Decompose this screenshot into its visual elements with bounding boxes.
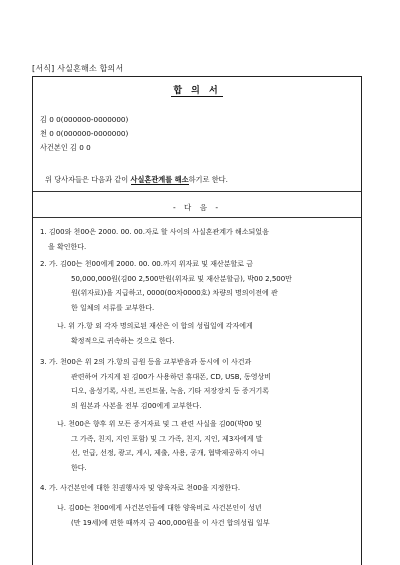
clause-3b xyxy=(57,417,264,475)
clause-line: 한다. xyxy=(71,463,87,472)
clause-line: 의 원본과 사본을 전부 김00에게 교부한다. xyxy=(71,401,202,410)
clause-1 xyxy=(40,225,269,254)
clause-line: (만 19세)에 편한 때까지 금 400,000원을 이 사건 합의성립 일부 xyxy=(71,518,270,527)
clause-line: 확정적으로 귀속하는 것으로 한다. xyxy=(71,336,175,345)
party-kim: 김 0 0(000000-0000000) xyxy=(40,115,129,124)
intro-emphasis: 사실혼관계를 해소 xyxy=(130,175,189,184)
clause-4b xyxy=(57,501,270,530)
clause-line: 을 확인한다. xyxy=(48,242,87,251)
clause-2b xyxy=(57,319,253,348)
clause-line: 디오, 음성기록, 사진, 프린트물, 녹음, 기타 저장장치 등 증거기록 xyxy=(71,387,269,395)
clause-line: 나. 천00은 향후 위 모든 증거자료 및 그 관련 사실을 김00(박00 및 xyxy=(57,420,262,428)
clause-line: 2. 가. 김00는 천00에게 2000. 00. 00.까지 위자료 및 재산분할로 금 xyxy=(40,260,253,268)
clause-line: 3. 가. 천00은 위 2의 가.항의 금원 등을 교부받음과 동시에 이 사건과 xyxy=(40,358,252,366)
section-head: - 다 음 - xyxy=(172,203,222,212)
party-case-person: 사건본인 김 0 0 xyxy=(40,143,91,152)
clause-line: 나. 김00는 천00에게 사건본인들에 대한 양육비로 사건본인이 성년 xyxy=(57,504,262,512)
clause-line: 4. 가. 사건본인에 대한 친권행사자 및 양육자로 천00을 지정한다. xyxy=(40,484,241,492)
party-cheon: 천 0 0(000000-0000000) xyxy=(40,129,129,138)
clause-3a xyxy=(40,355,271,413)
clause-line: 그 가족, 친지, 지인 포함) 및 그 가족, 친지, 지인, 제3자에게 말 xyxy=(71,434,263,443)
divider-bottom xyxy=(33,217,361,218)
clause-4a xyxy=(40,481,240,496)
document-title xyxy=(33,83,361,96)
clause-line: 원(위자료))을 지급하고, 0000(00차0000호) 차량의 명의이전에 관 xyxy=(71,289,278,297)
clause-line: 1. 김00와 천00은 2000. 00. 00.자로 할 사이의 사실혼관계가 해소되었음 xyxy=(40,228,269,236)
clause-line: 관련하여 가지게 된 김00가 사용하던 휴대폰, CD, USB, 동영상비 xyxy=(71,372,272,381)
clause-line: 한 일체의 서류를 교부한다. xyxy=(71,303,155,312)
intro-before: 위 당사자들은 다음과 같이 xyxy=(45,175,131,184)
intro-after: 하기로 한다. xyxy=(188,175,228,184)
form-label: [서식] 사실혼해소 합의서 xyxy=(32,64,124,73)
clause-line: 50,000,000원(김00 2,500만원(위자료 및 재산분할금), 박00 2,500만 xyxy=(71,274,292,283)
intro-sentence xyxy=(45,175,228,185)
clause-line: 나. 위 가.항 외 각자 명의로된 재산은 이 합의 성립일에 각자에게 xyxy=(57,322,253,330)
agreement-document xyxy=(32,76,362,565)
document-title-text: 합 의 서 xyxy=(173,86,221,96)
clause-2a xyxy=(40,257,292,315)
clause-line: 선, 언급, 선정, 광고, 게시, 제출, 사용, 공개, 협박제공하지 아니 xyxy=(71,449,265,457)
divider-top xyxy=(33,191,361,192)
